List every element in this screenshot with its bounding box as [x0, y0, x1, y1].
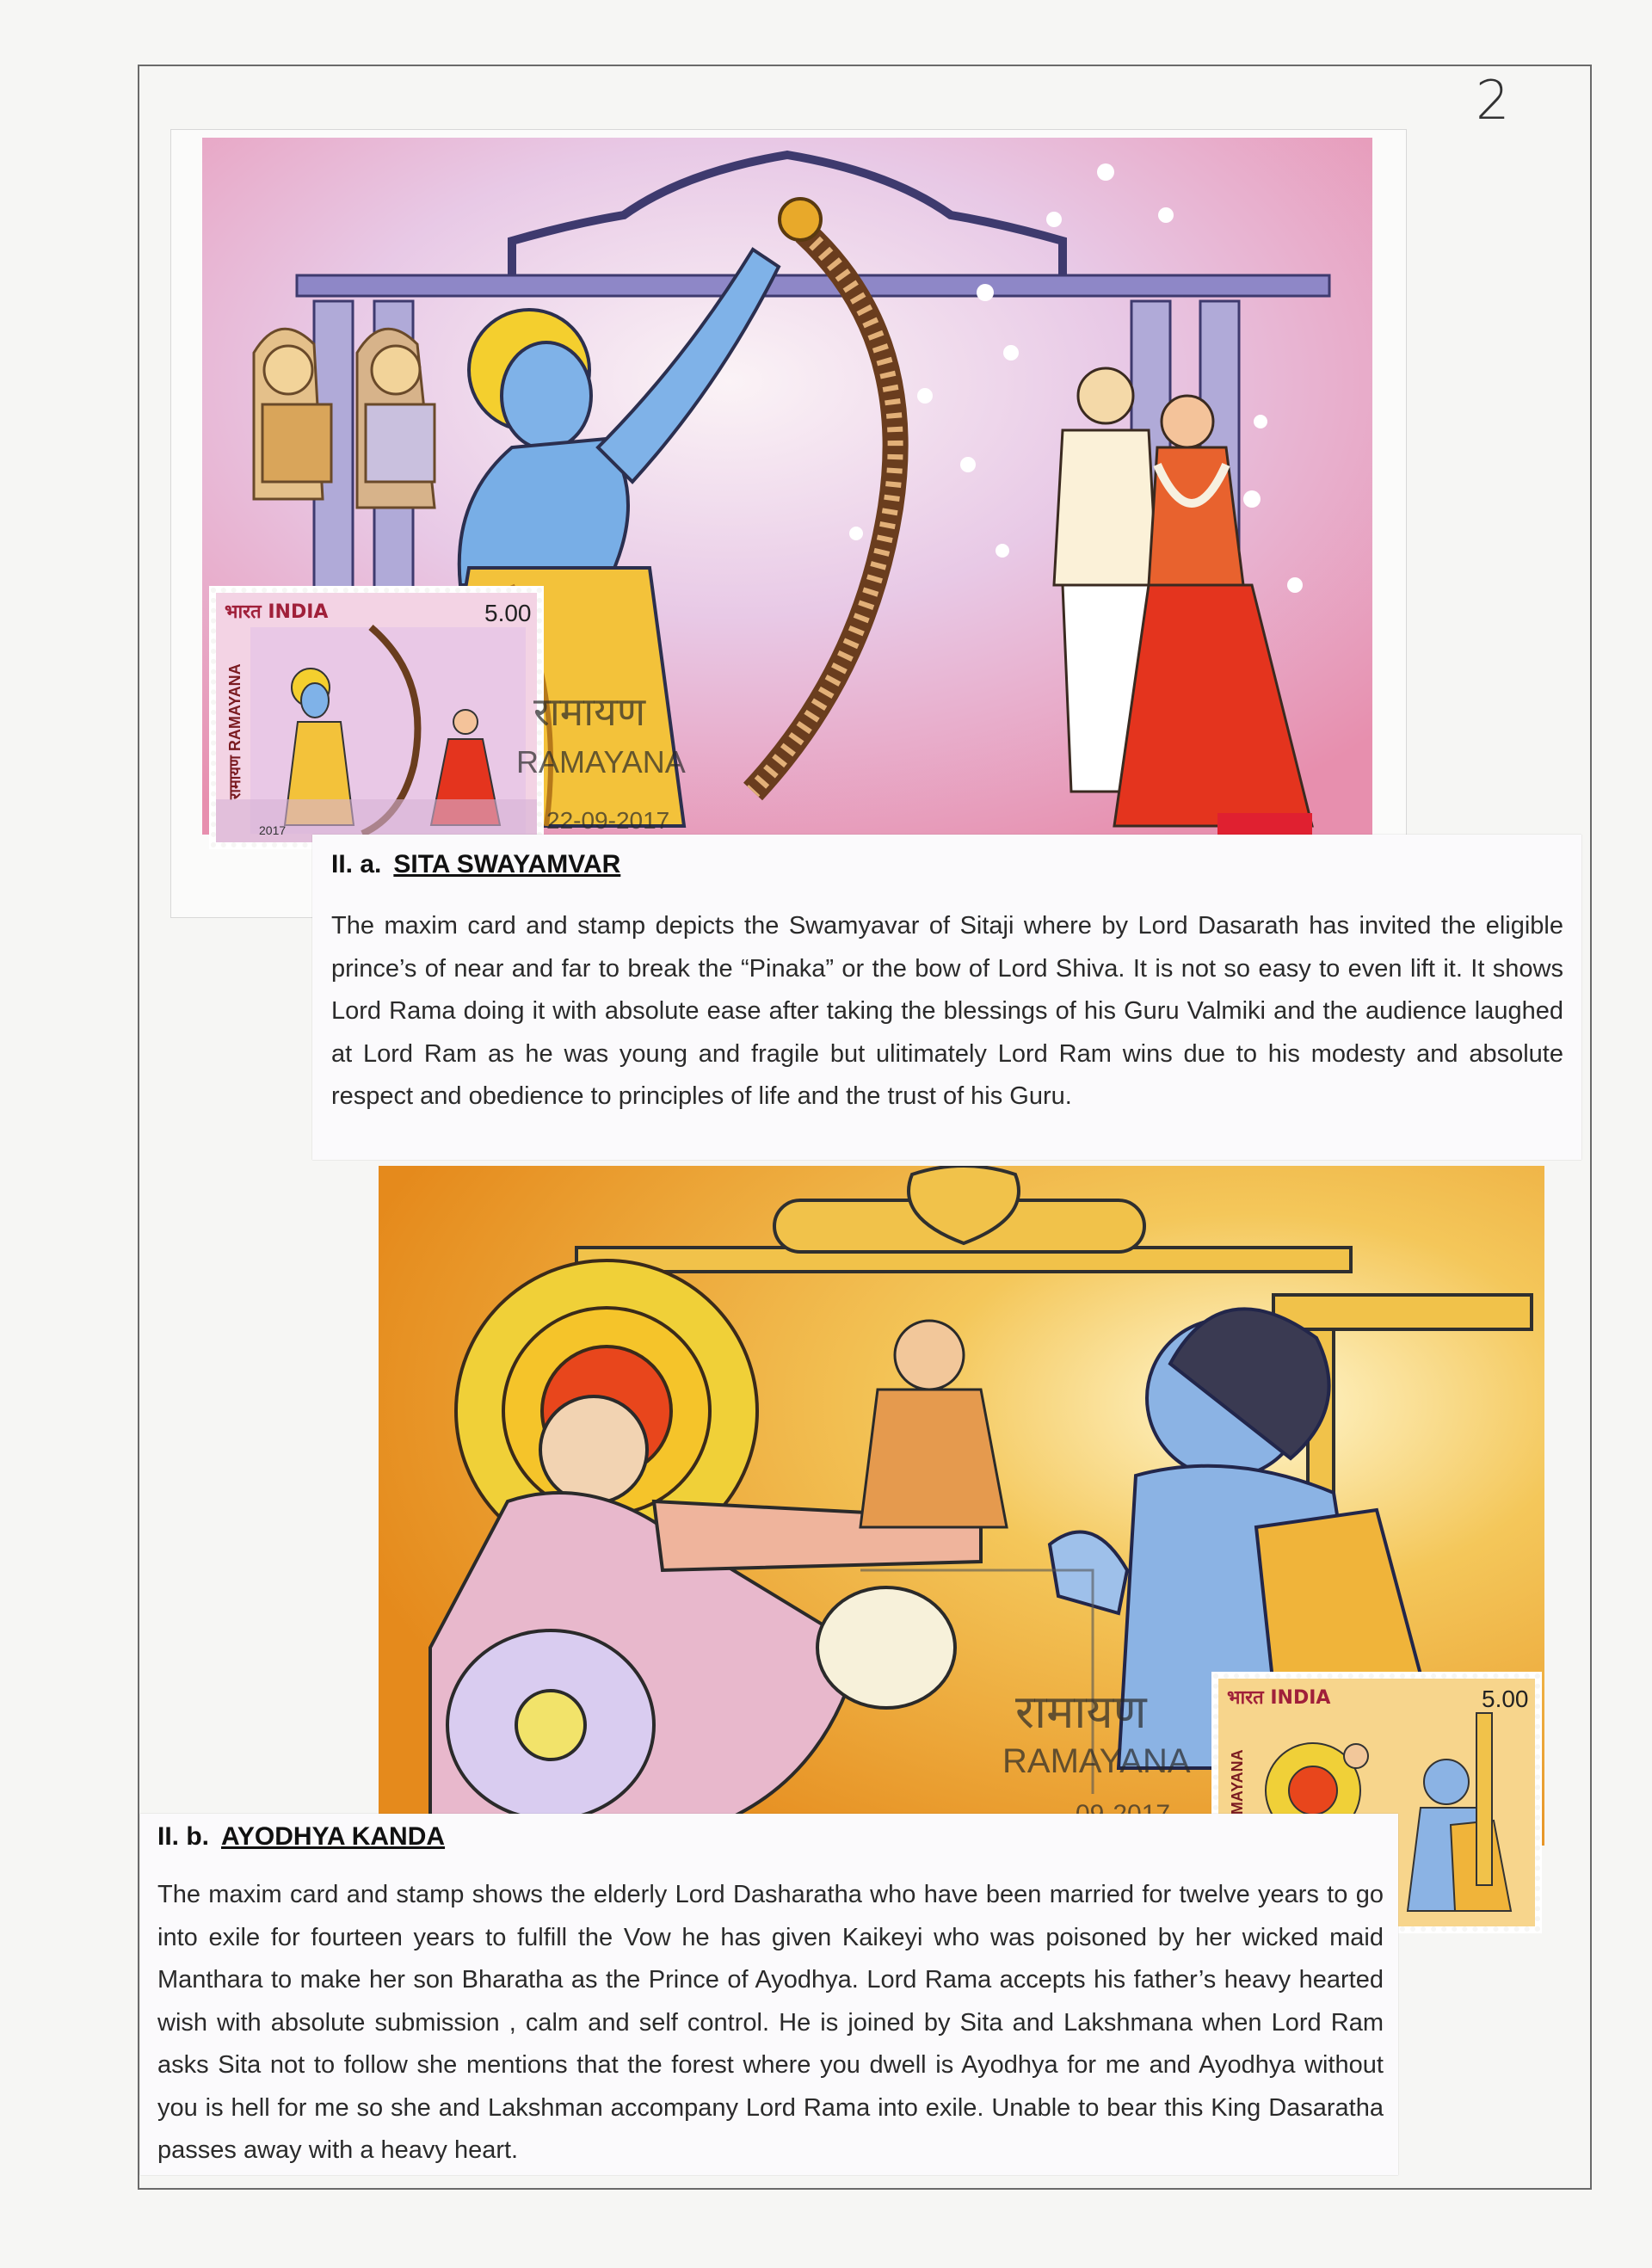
section-heading — [157, 1822, 445, 1852]
section-title: SITA SWAYAMVAR — [393, 850, 621, 878]
description-ayodhya-kanda — [140, 1814, 1398, 2175]
stamp-year: 2017 — [259, 823, 287, 837]
stamp-value: 5.00 — [1482, 1686, 1529, 1712]
cancellation-hindi: रामायण — [533, 689, 646, 734]
stamp-country-label: भारत INDIA — [1227, 1687, 1331, 1709]
stamp-illustration-1 — [216, 593, 537, 842]
stamp-value: 5.00 — [484, 600, 532, 626]
section-prefix: II. b. — [157, 1822, 209, 1851]
page-number: 2 — [1476, 69, 1510, 132]
description-sita-swayamvar — [312, 835, 1581, 1160]
cancellation-english: RAMAYANA — [1002, 1742, 1191, 1780]
cancellation-hindi: रामायण — [1015, 1686, 1147, 1738]
stamp-country-label: भारत INDIA — [225, 601, 329, 623]
section-heading — [331, 850, 620, 879]
postage-stamp-1 — [211, 588, 542, 847]
cancellation-english: RAMAYANA — [516, 744, 686, 780]
cancellation-date: 22-09-2017 — [546, 807, 670, 834]
section-body: The maxim card and stamp depicts the Swamyavar of Sitaji where by Lord Dasarath has invited the eligible prince’s of near and far to break the “Pinaka” or the bow of Lord Shiva. It is not so easy to even lift it. It shows Lord Rama doing it with absolute ease after taking the blessings of his Guru Valmiki and the audience laughed at Lord Ram as he was young and fragile but ulitimately Lord Ram wins due to his modesty and absolute respect and obedience to principles of life and the trust of his Guru. — [331, 912, 1563, 1110]
section-prefix: II. a. — [331, 850, 382, 878]
stamp-side-label: रामायण RAMAYANA — [226, 663, 243, 799]
section-body: The maxim card and stamp shows the elderly Lord Dasharatha who have been married for twelve years to go into exile for fourteen years to fulfill the Vow he has given Kaikeyi who was poisoned by her wicked maid Manthara to make her son Bharatha as the Prince of Ayodhya. Lord Rama accepts his father’s heavy hearted wish with absolute submission , calm and self control. He is joined by Sita and Lakshmana when Lord Ram asks Sita not to follow she mentions that the forest where you dwell is Ayodhya for me and Ayodhya without you is hell for me so she and Lakshman accompany Lord Rama into exile. Unable to bear this King Dasaratha passes away with a heavy heart. — [157, 1881, 1384, 2164]
section-title: AYODHYA KANDA — [221, 1822, 446, 1851]
